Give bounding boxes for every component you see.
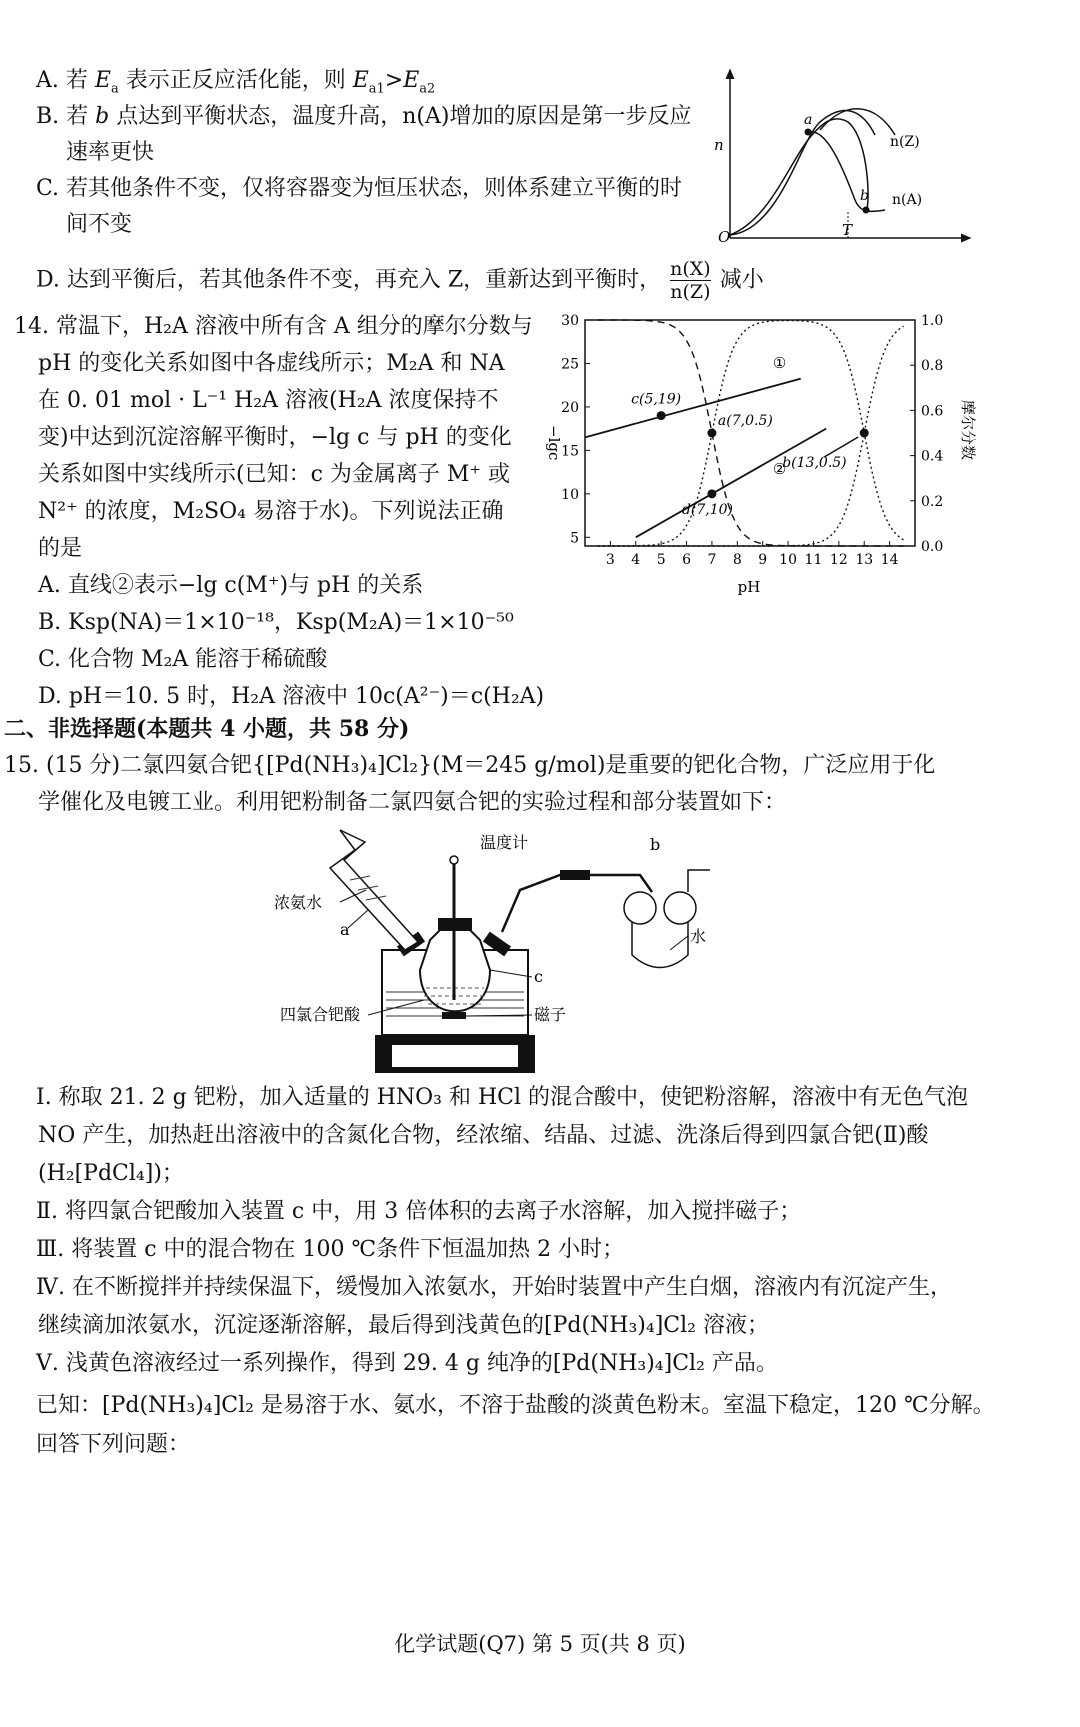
point-label: c(5,19) [631, 391, 682, 408]
hot-plate-slot [392, 1045, 518, 1067]
q14-line-1: 14. 常温下，H₂A 溶液中所有含 A 组分的摩尔分数与 [14, 314, 533, 339]
q15-step-2: Ⅱ. 将四氯合钯酸加入装置 c 中，用 3 倍体积的去离子水溶解，加入搅拌磁子； [36, 1199, 802, 1224]
x-tick-label: T [842, 221, 853, 239]
point-label: d(7,10) [681, 501, 733, 518]
x-tick-label: 12 [829, 552, 848, 568]
y-tick-label: 25 [561, 356, 579, 373]
label-water: 水 [690, 927, 707, 946]
x-tick-label: 9 [758, 552, 768, 568]
curve-n-z-peak [820, 109, 895, 135]
x-tick-label: 11 [804, 552, 823, 568]
line-1-label: ① [772, 353, 787, 372]
curve-z-label: n(Z) [890, 134, 920, 150]
u-tube-bulb-right [664, 892, 696, 924]
x-tick-label: 10 [779, 552, 797, 568]
point-b-arrow [824, 437, 858, 457]
x-tick-label: 4 [631, 552, 641, 568]
u-tube [632, 922, 688, 968]
label-c: c [534, 967, 543, 986]
x-axis-label: pH [737, 578, 761, 596]
point-marker [707, 429, 716, 438]
label-ammonia: 浓氨水 [274, 893, 323, 912]
section-2-heading: 二、非选择题(本题共 4 小题，共 58 分) [4, 716, 410, 742]
y2-tick-label: 0.8 [921, 358, 944, 375]
q13-option-a: A. 若 $E_a$ 表示正反应活化能，则 $E_{a1}>E_{a2}$ [36, 68, 436, 97]
point-marker [657, 411, 666, 420]
label-stirbar: 磁子 [534, 1005, 567, 1024]
q15-known: 已知：[Pd(NH₃)₄]Cl₂ 是易溶于水、氨水，不溶于盐酸的淡黄色粉末。室温下稳定，120 ℃分解。 [36, 1393, 995, 1418]
y2-tick-label: 0.6 [921, 403, 944, 420]
point-b-label: b [860, 188, 869, 204]
apparatus-diagram [270, 820, 750, 1075]
q15-step-5: Ⅴ. 浅黄色溶液经过一系列操作，得到 29. 4 g 纯净的[Pd(NH₃)₄]Cl₂ 产品。 [36, 1351, 778, 1376]
fraction-numerator: n(X) [670, 258, 711, 280]
x-tick-label: 8 [732, 552, 742, 568]
label-a: a [340, 920, 350, 939]
x-tick-label: 14 [880, 552, 899, 568]
q15-step-1c: (H₂[PdCl₄])； [38, 1161, 184, 1186]
q14-option-d: D. pH＝10. 5 时，H₂A 溶液中 10c(A²⁻)＝c(H₂A) [38, 684, 545, 709]
q15-line-1: 15. (15 分)二氯四氨合钯{[Pd(NH₃)₄]Cl₂}(M＝245 g/mol)是重要的钯化合物，广泛应用于化 [4, 753, 936, 778]
y-axis-label: −lgc [545, 425, 563, 461]
point-a [805, 129, 812, 136]
fraction-denominator: n(Z) [670, 281, 711, 303]
q15-step-1a: Ⅰ. 称取 21. 2 g 钯粉，加入适量的 HNO₃ 和 HCl 的混合酸中，使钯粉溶解，溶液中有无色气泡 [36, 1085, 969, 1110]
y-tick-label: 5 [570, 530, 579, 547]
page-footer: 化学试题(Q7) 第 5 页(共 8 页) [394, 1632, 686, 1656]
y2-axis-label: 摩尔分数 [959, 400, 977, 461]
x-tick-label: 3 [605, 552, 615, 568]
point-a-label: a [804, 112, 813, 128]
label-thermometer: 温度计 [480, 833, 529, 852]
q15-step-1b: NO 产生，加热赶出溶液中的含氮化合物，经浓缩、结晶、过滤、洗涤后得到四氯合钯(Ⅱ)酸 [38, 1123, 929, 1148]
y2-tick-label: 0.4 [921, 448, 944, 465]
label-acid: 四氯合钯酸 [280, 1005, 361, 1024]
point-b [863, 207, 870, 214]
q14-option-a: A. 直线②表示−lg c(M⁺)与 pH 的关系 [38, 573, 424, 598]
point-label: b(13,0.5) [782, 455, 847, 471]
point-marker [860, 429, 869, 438]
q15-line-2: 学催化及电镀工业。利用钯粉制备二氯四氨合钯的实验过程和部分装置如下： [38, 790, 787, 815]
label-b: b [650, 835, 661, 854]
curve-h2a [598, 320, 904, 546]
x-tick-label: 7 [707, 552, 717, 568]
y-tick-label: 10 [561, 486, 579, 503]
q14-line-4: 变)中达到沉淀溶解平衡时，−lg c 与 pH 的变化 [38, 425, 512, 450]
line-2 [636, 429, 826, 538]
point-label: a(7,0.5) [717, 413, 773, 429]
q13-graph [700, 60, 980, 250]
q13-option-b: B. 若 b 点达到平衡状态，温度升高，n(A)增加的原因是第一步反应 [36, 104, 692, 129]
q15-answer-prompt: 回答下列问题： [36, 1432, 191, 1457]
q14-chart [535, 300, 975, 600]
curve-ha [598, 321, 904, 547]
curve-a2 [598, 326, 904, 546]
u-tube-bulb-left [624, 892, 656, 924]
x-tick-label: 13 [855, 552, 874, 568]
y-tick-label: 20 [561, 399, 579, 416]
line-2-label: ② [772, 459, 787, 478]
q15-step-4a: Ⅳ. 在不断搅拌并持续保温下，缓慢加入浓氨水，开始时装置中产生白烟，溶液内有沉淀产生， [36, 1275, 952, 1300]
q14-line-6: N²⁺ 的浓度，M₂SO₄ 易溶于水)。下列说法正确 [38, 499, 504, 524]
y-tick-label: 15 [561, 443, 579, 460]
y2-tick-label: 0.2 [921, 493, 944, 510]
q13-option-d: D. 达到平衡后，若其他条件不变，再充入 Z，重新达到平衡时， $\frac{n(X)}{n(Z)}$ 减小 [36, 258, 764, 303]
y2-tick-label: 1.0 [921, 313, 944, 329]
q15-step-3: Ⅲ. 将装置 c 中的混合物在 100 ℃条件下恒温加热 2 小时； [36, 1237, 625, 1262]
q14-line-2: pH 的变化关系如图中各虚线所示；M₂A 和 NA [38, 351, 505, 376]
curve-a-label: n(A) [892, 192, 923, 208]
curve-n-a-decay [808, 132, 885, 212]
q14-line-5: 关系如图中实线所示(已知：c 为金属离子 M⁺ 或 [38, 462, 511, 487]
q14-line-3: 在 0. 01 mol · L⁻¹ H₂A 溶液(H₂A 浓度保持不 [38, 388, 499, 413]
y-axis-label: n [714, 136, 724, 154]
q13-option-c-cont: 间不变 [66, 212, 133, 237]
q15-step-4b: 继续滴加浓氨水，沉淀逐渐溶解，最后得到浅黄色的[Pd(NH₃)₄]Cl₂ 溶液； [38, 1313, 769, 1338]
q14-option-c: C. 化合物 M₂A 能溶于稀硫酸 [38, 647, 328, 672]
origin-label: O [718, 228, 731, 246]
q13-option-c: C. 若其他条件不变，仅将容器变为恒压状态，则体系建立平衡的时 [36, 176, 683, 201]
point-marker [707, 489, 716, 498]
x-tick-label: 6 [682, 552, 691, 568]
x-tick-label: 5 [656, 552, 666, 568]
right-stopper [483, 932, 511, 957]
stir-bar [442, 1012, 466, 1019]
y2-tick-label: 0.0 [921, 539, 944, 555]
q14-line-7: 的是 [38, 536, 83, 561]
q13-option-b-cont: 速率更快 [66, 140, 155, 165]
tube-connector [560, 870, 590, 880]
curve-n-z-rise [730, 111, 875, 235]
q14-option-b: B. Ksp(NA)＝1×10⁻¹⁸，Ksp(M₂A)＝1×10⁻⁵⁰ [38, 610, 514, 635]
y-tick-label: 30 [561, 313, 579, 329]
